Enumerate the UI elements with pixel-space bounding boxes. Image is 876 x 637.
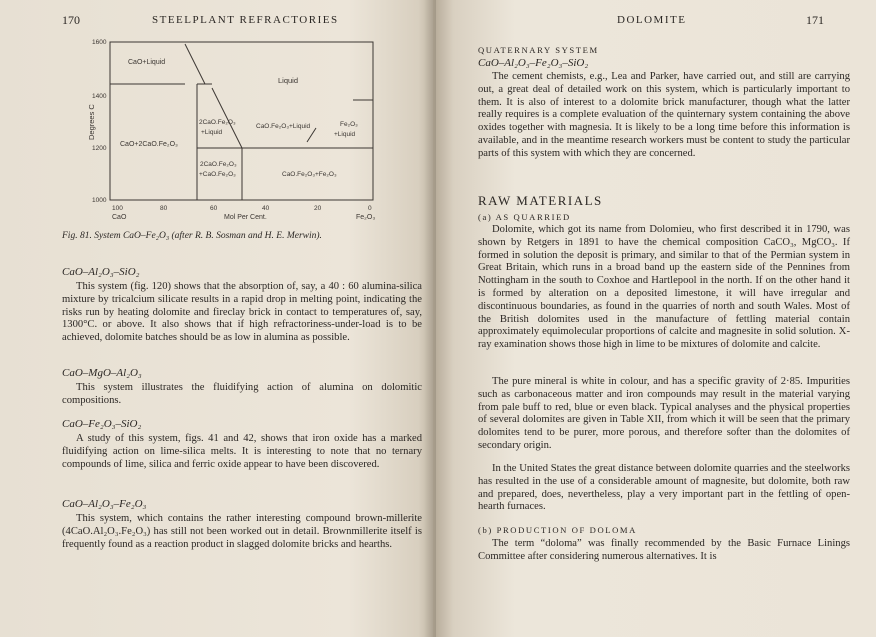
x-left-end: CaO [112, 214, 127, 221]
right-page [436, 0, 876, 637]
x-right-end: Fe₂O₃ [356, 214, 376, 221]
as-quarried-heading: (a) AS QUARRIED [478, 212, 571, 222]
region-2cao-liquid-2: +Liquid [201, 129, 223, 136]
y-tick-1600: 1600 [92, 39, 107, 46]
section-heading-1: CaO–Al₂O₃–SiO₂ [62, 266, 140, 278]
section-body-1: This system (fig. 120) shows that the absorption of, say, a 40 : 60 alumina-silica mixture by tricalcium silicate results in a rapid drop in melting point, indicating the risks run by heating dolomite and fireclay brick in contact to temperatures of, say, 1300°C. or above. It also shows that if high refractoriness-under-load is to be achieved, dolomite batches should be as low in alumina as possible. [62, 281, 422, 344]
page-number-right: 171 [806, 13, 824, 27]
pointer-line [307, 128, 316, 142]
x-tick-100: 100 [112, 205, 123, 212]
x-tick-60: 60 [210, 205, 218, 212]
x-axis-label: Mol Per Cent. [224, 214, 267, 221]
y-tick-1400: 1400 [92, 93, 107, 100]
section-heading-2: CaO–MgO–Al₂O₃ [62, 367, 142, 379]
x-tick-40: 40 [262, 205, 270, 212]
section-body-3: A study of this system, figs. 41 and 42, shows that iron oxide has a marked fluidifying action on lime-silica melts. It is interesting to note that no ternary compounds of lime, silica and ferric oxide appear to have been discovered. [62, 433, 422, 470]
x-tick-80: 80 [160, 205, 168, 212]
quaternary-heading: QUATERNARY SYSTEM [478, 45, 599, 55]
region-cao-fe-liquid: CaO.Fe₂O₃+Liquid [256, 123, 311, 130]
region-2cao-liquid-1: 2CaO.Fe₂O₃ [199, 119, 236, 126]
page-number-left: 170 [62, 13, 80, 27]
left-page [0, 0, 436, 637]
region-fe-liquid-2: +Liquid [334, 131, 356, 138]
running-head-right: DOLOMITE [617, 14, 687, 26]
production-para-1: The term “doloma” was finally recommended by the Basic Furnace Linings Committee after considering numerous alternatives. It is [478, 538, 850, 562]
section-body-2: This system illustrates the fluidifying action of alumina on dolomitic compositions. [62, 382, 422, 406]
production-heading: (b) PRODUCTION OF DOLOMA [478, 525, 637, 535]
as-quarried-para-2: The pure mineral is white in colour, and has a specific gravity of 2·85. Impurities such as carbonaceous matter and iron compounds may result in the material varying from pale buff to red, blue or even black. Typical analyses and the physical properties of several dolomites are given in Table XII, from which it will be seen that the primary dolomites tend to be purer, more porous, and therefore softer than the dolomites of secondary origin. [478, 376, 850, 451]
region-cao-liquid: CaO+Liquid [128, 59, 166, 66]
x-tick-20: 20 [314, 205, 322, 212]
y-tick-1200: 1200 [92, 145, 107, 152]
as-quarried-para-1: Dolomite, which got its name from Dolomieu, who first described it in 1790, was shown by Retgers in 1891 to have the chemical composition CaCO₃, MgCO₃. If formed in solution the deposit is primary, and similar to that of the Permian system in Great Britain, which runs in a broad band up the eastern side of the Pennines from Nottingham in the south to Coxhoe and Hartlepool in the north. If on the other hand it is formed by alteration on a deposited limestone, it will have irregular and discontinuous boundaries, as found in the quarries of north and south Wales. Most of the British dolomites used in the manufacture of fettling material contain approximately equimolecular proportions of calcite and magnesite in solid solution. X-ray examination shows those high in lime to be mixtures of dolomite and calcite. [478, 224, 850, 351]
as-quarried-para-3: In the United States the great distance between dolomite quarries and the steelworks has resulted in the use of a considerable amount of magnesite, but dolomite, both raw and prepared, does, nevertheless, play a very important part in the fettling of open-hearth furnaces. [478, 463, 850, 513]
section-heading-3: CaO–Fe₂O₃–SiO₂ [62, 418, 142, 430]
running-head-left: STEELPLANT REFRACTORIES [152, 14, 339, 26]
y-axis-label: Degrees C [87, 104, 96, 140]
x-tick-0: 0 [368, 205, 372, 212]
phase-diagram [0, 0, 436, 240]
quaternary-body: The cement chemists, e.g., Lea and Parker, have carried out, and still are carrying out, a great deal of detailed work on this system, which is particularly important to them. It is also of interest to a dolomite brick manufacturer, though what the latter really requires is a complete evaluation of the quinternary system containing the above oxides together with magnesia. It is likely to be a long time before this information is available, and in the meantime research workers must be content to study the particular parts of this system with which they are concerned. [478, 71, 850, 159]
raw-materials-heading: RAW MATERIALS [478, 193, 603, 208]
region-cao-2cao: CaO+2CaO.Fe₂O₃ [120, 141, 178, 148]
figure-caption: Fig. 81. System CaO–Fe₂O₃ (after R. B. Sosman and H. E. Merwin). [62, 231, 322, 241]
region-liquid: Liquid [278, 76, 299, 85]
section-body-4: This system, which contains the rather interesting compound brown-millerite (4CaO.Al₂O₃.Fe₂O₃) has still not been worked out in detail. Brownmillerite itself is frequently found as a reaction product in slagged dolomite bricks and hearths. [62, 513, 422, 550]
region-2cao-cao-1: 2CaO.Fe₂O₃ [200, 161, 237, 168]
liquidus-line-2 [185, 44, 205, 84]
region-fe-liquid-1: Fe₂O₃ [340, 121, 358, 128]
region-2cao-cao-2: +CaO.Fe₂O₃ [199, 171, 236, 178]
quaternary-formula: CaO–Al₂O₃–Fe₂O₃–SiO₂ [478, 57, 589, 69]
liquidus-curve [212, 88, 242, 148]
section-heading-4: CaO–Al₂O₃–Fe₂O₃ [62, 498, 147, 510]
y-tick-1000: 1000 [92, 197, 107, 204]
region-cao-fe-fe: CaO.Fe₂O₃+Fe₂O₃ [282, 171, 337, 178]
